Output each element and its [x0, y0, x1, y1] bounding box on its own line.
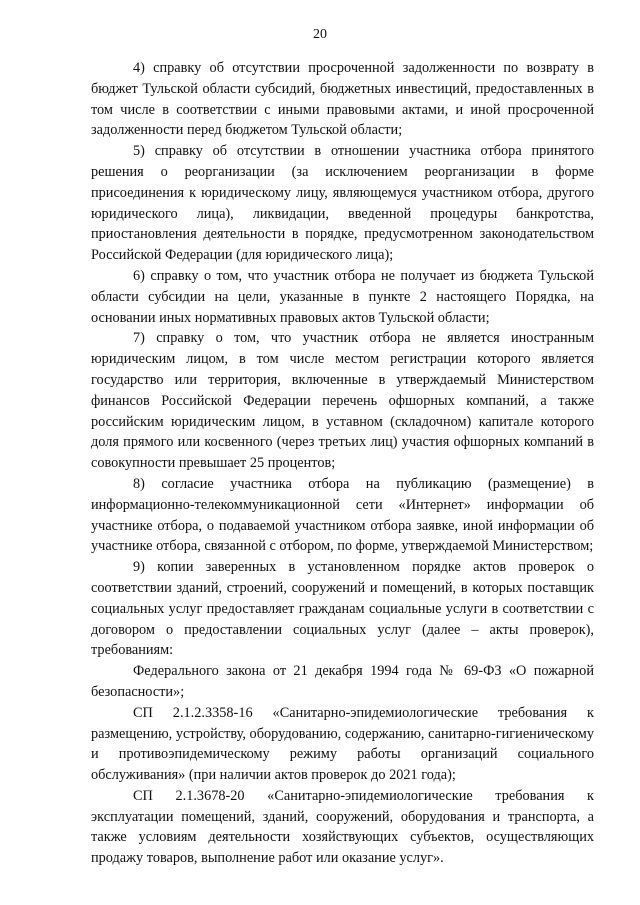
paragraph-item-8: 8) согласие участника отбора на публикацию (размещение) в информационно-телекоммуникационной сети «Интернет» информации об участнике отбора, о подаваемой участником отбора заявке, иной информации об участнике отбора, связанной с отбором, по форме, утверждаемой Министерством;	[91, 475, 594, 555]
requirement-sp-2-1-2-3358-16: СП 2.1.2.3358-16 «Санитарно-эпидемиологические требования к размещению, устройству, оборудованию, содержанию, санитарно-гигиеническому и противоэпидемическому режиму работы организаций социального обслуживания» (при наличии актов проверок до 2021 года);	[91, 704, 594, 784]
paragraph-item-5: 5) справку об отсутствии в отношении участника отбора принятого решения о реорганизации (за исключением реорганизации в форме присоединения к юридическому лицу, являющемуся участником отбора, другого юридического лица), ликвидации, введенной процедуры банкротства, приостановления деятельности в порядке, предусмотренном законодательством Российской Федерации (для юридического лица);	[91, 143, 594, 264]
document-body	[91, 58, 594, 869]
page-number: 20	[313, 27, 327, 42]
requirement-fire-safety-law: Федерального закона от 21 декабря 1994 года № 69-ФЗ «О пожарной безопасности»;	[91, 663, 594, 700]
paragraph-item-7: 7) справку о том, что участник отбора не является иностранным юридическим лицом, в том числе местом регистрации которого является государство или территория, включенные в утверждаемый Министерством финансов Российской Федерации перечень офшорных компаний, а также российским юридическим лицом, в уставном (складочном) капитале которого доля прямого или косвенного (через третьих лиц) участия офшорных компаний в совокупности превышает 25 процентов;	[91, 330, 594, 472]
paragraph-item-9: 9) копии заверенных в установленном порядке актов проверок о соответствии зданий, строений, сооружений и помещений, в которых поставщик социальных услуг предоставляет гражданам социальные услуги в соответствии с договором о предоставлении социальных услуг (далее – акты проверок), требованиям:	[91, 559, 594, 659]
paragraph-item-6: 6) справку о том, что участник отбора не получает из бюджета Тульской области субсидии на цели, указанные в пункте 2 настоящего Порядка, на основании иных нормативных правовых актов Тульской области;	[91, 267, 594, 326]
paragraph-item-4: 4) справку об отсутствии просроченной задолженности по возврату в бюджет Тульской области субсидий, бюджетных инвестиций, предоставленных в том числе в соответствии с иными правовыми актами, и иной просроченной задолженности перед бюджетом Тульской области;	[91, 60, 594, 139]
requirement-sp-2-1-3678-20: СП 2.1.3678-20 «Санитарно-эпидемиологические требования к эксплуатации помещений, зданий, сооружений, оборудования и транспорта, а также условиям деятельности хозяйствующих субъектов, осуществляющих продажу товаров, выполнение работ или оказание услуг».	[91, 787, 594, 867]
